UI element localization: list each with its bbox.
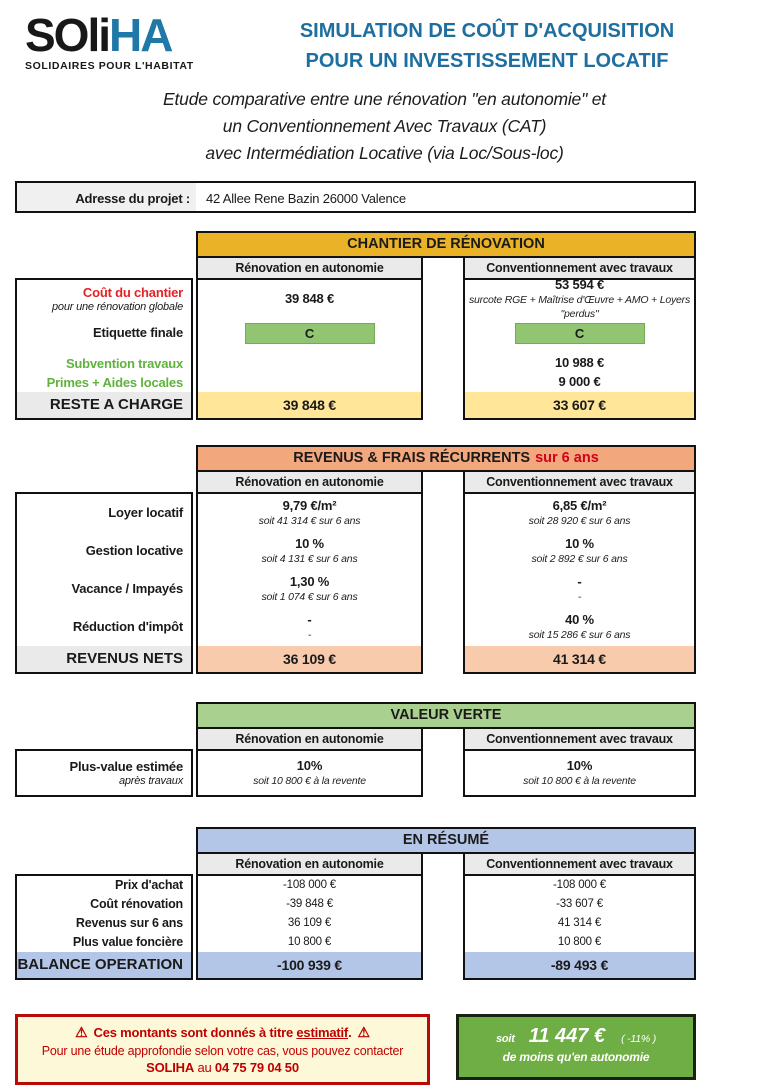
column-header-conventionnement: Conventionnement avec travaux: [463, 727, 696, 751]
column-gap: [423, 852, 463, 876]
cout-renovation-autonomie: -39 848 €: [286, 898, 333, 911]
cout-note-conventionnement: surcote RGE + Maîtrise d'Œuvre + AMO + Loyers "perdus": [468, 294, 691, 320]
savings-percent: ( -11% ): [621, 1033, 657, 1046]
subtitle-line-2: un Conventionnement Avec Travaux (CAT): [222, 116, 547, 137]
etiquette-badge-autonomie: C: [245, 323, 375, 344]
subtitle-line-3: avec Intermédiation Locative (via Loc/Sous-loc): [205, 143, 564, 164]
savings-line-1: [459, 1025, 693, 1048]
vacance-conventionnement: -: [577, 574, 582, 590]
balance-autonomie: -100 939 €: [277, 957, 342, 974]
bottom-row: [15, 1014, 696, 1085]
resume-labels: [15, 874, 193, 980]
cout-chantier-conventionnement: 53 594 €: [554, 277, 604, 293]
section-valeur-verte: [15, 702, 696, 797]
valeur-verte-labels: [15, 749, 193, 797]
label-reduction-impot: Réduction d'impôt: [72, 619, 183, 635]
sublabel-renovation-globale: pour une rénovation globale: [52, 300, 183, 313]
column-header-conventionnement: Conventionnement avec travaux: [463, 852, 696, 876]
disclaimer-phone-number: 04 75 79 04 50: [214, 1060, 299, 1076]
section-revenus: [15, 445, 696, 674]
reste-a-charge-conventionnement: 33 607 €: [553, 397, 606, 414]
title-line-2: POUR UN INVESTISSEMENT LOCATIF: [305, 50, 669, 72]
valeur-verte-col-conventionnement: [463, 749, 696, 797]
savings-line-2: de moins qu'en autonomie: [502, 1050, 650, 1065]
logo-wordmark: [25, 9, 235, 61]
column-gap: [423, 470, 463, 494]
logo-text-black: SOli: [25, 9, 110, 61]
label-primes-aides: Primes + Aides locales: [46, 374, 183, 390]
section-chantier-title: CHANTIER DE RÉNOVATION: [196, 231, 696, 258]
revenus-nets-conventionnement: 41 314 €: [553, 651, 606, 668]
revenus-labels: [15, 492, 193, 674]
disclaimer-text: Ces montants sont donnés à titre: [93, 1025, 297, 1041]
gestion-conventionnement-detail: soit 2 892 € sur 6 ans: [531, 553, 628, 565]
vacance-autonomie: 1,30 %: [289, 574, 330, 590]
address-label: Adresse du projet :: [17, 183, 196, 211]
section-revenus-title: [196, 445, 696, 472]
label-etiquette-finale: Etiquette finale: [93, 325, 183, 341]
loyer-autonomie-detail: soit 41 314 € sur 6 ans: [258, 515, 361, 527]
project-address-bar: [15, 181, 696, 213]
vacance-conventionnement-detail: -: [577, 591, 582, 603]
warning-icon: ⚠: [75, 1024, 88, 1041]
page-subtitle: [0, 86, 769, 167]
disclaimer-line-3: [24, 1060, 421, 1075]
loyer-autonomie: 9,79 €/m²: [282, 498, 337, 514]
disclaimer-box: [15, 1014, 430, 1085]
savings-prefix: soit: [495, 1033, 515, 1046]
section-valeur-verte-title: VALEUR VERTE: [196, 702, 696, 729]
gestion-autonomie-detail: soit 4 131 € sur 6 ans: [261, 553, 358, 565]
revenus-nets-autonomie: 36 109 €: [283, 651, 336, 668]
label-revenus-6-ans: Revenus sur 6 ans: [75, 916, 183, 931]
revenus-col-conventionnement: [463, 492, 696, 674]
logo-tagline: SOLIDAIRES POUR L'HABITAT: [25, 60, 194, 72]
chantier-col-autonomie: [196, 278, 423, 420]
warning-icon: ⚠: [357, 1024, 370, 1041]
address-value: 42 Allee Rene Bazin 26000 Valence: [206, 191, 406, 207]
reduction-conventionnement: 40 %: [565, 612, 594, 628]
cout-chantier-autonomie: 39 848 €: [284, 290, 334, 306]
column-gap: [423, 727, 463, 751]
gestion-conventionnement: 10 %: [565, 536, 594, 552]
label-cout-chantier: Coût du chantier: [82, 284, 183, 300]
revenus-title-suffix: sur 6 ans: [535, 450, 599, 467]
etiquette-badge-conventionnement: C: [515, 323, 645, 344]
vacance-autonomie-detail: soit 1 074 € sur 6 ans: [261, 591, 358, 603]
label-reste-a-charge: RESTE A CHARGE: [49, 396, 183, 413]
column-header-autonomie: Rénovation en autonomie: [196, 256, 423, 280]
balance-conventionnement: -89 493 €: [550, 957, 609, 974]
sublabel-apres-travaux: après travaux: [118, 774, 183, 787]
label-subvention-travaux: Subvention travaux: [65, 355, 183, 371]
chantier-col-conventionnement: [463, 278, 696, 420]
cout-renovation-conventionnement: -33 607 €: [556, 898, 603, 911]
plus-value-fonciere-conventionnement: 10 800 €: [557, 936, 602, 949]
label-gestion-locative: Gestion locative: [85, 543, 183, 559]
label-vacance-impayes: Vacance / Impayés: [71, 581, 183, 597]
revenus-col-autonomie: [196, 492, 423, 674]
plus-value-autonomie: 10%: [296, 758, 323, 774]
savings-summary-box: [456, 1014, 696, 1080]
label-prix-achat: Prix d'achat: [115, 878, 183, 893]
label-plus-value-estimee: Plus-value estimée: [69, 758, 183, 774]
plus-value-autonomie-detail: soit 10 800 € à la revente: [253, 775, 366, 787]
gestion-autonomie: 10 %: [295, 536, 324, 552]
section-chantier: [15, 231, 696, 420]
valeur-verte-col-autonomie: [196, 749, 423, 797]
chantier-labels: [15, 278, 193, 420]
disclaimer-connector: au: [194, 1060, 215, 1076]
column-gap: [423, 256, 463, 280]
soliha-logo: [25, 9, 235, 76]
label-revenus-nets: REVENUS NETS: [66, 650, 183, 667]
plus-value-conventionnement: 10%: [566, 758, 593, 774]
disclaimer-line-2: Pour une étude approfondie selon votre cas, vous pouvez contacter: [41, 1044, 404, 1059]
label-cout-renovation: Coût rénovation: [90, 897, 183, 912]
disclaimer-org-name: SOLIHA: [146, 1060, 195, 1076]
prix-achat-autonomie: -108 000 €: [283, 879, 336, 892]
prix-achat-conventionnement: -108 000 €: [553, 879, 606, 892]
plus-value-fonciere-autonomie: 10 800 €: [287, 936, 332, 949]
plus-value-conventionnement-detail: soit 10 800 € à la revente: [523, 775, 636, 787]
primes-conventionnement: 9 000 €: [558, 374, 601, 390]
loyer-conventionnement-detail: soit 28 920 € sur 6 ans: [528, 515, 631, 527]
label-plus-value-fonciere: Plus value foncière: [72, 935, 183, 950]
subtitle-line-1: Etude comparative entre une rénovation "en autonomie" et: [163, 89, 606, 109]
reduction-autonomie-detail: -: [307, 629, 312, 641]
revenus-title-text: REVENUS & FRAIS RÉCURRENTS: [293, 450, 531, 467]
label-loyer-locatif: Loyer locatif: [108, 505, 183, 521]
column-header-conventionnement: Conventionnement avec travaux: [463, 470, 696, 494]
resume-col-autonomie: [196, 874, 423, 980]
reste-a-charge-autonomie: 39 848 €: [283, 397, 336, 414]
disclaimer-period: .: [348, 1025, 352, 1041]
disclaimer-line-1: [24, 1024, 421, 1041]
logo-text-blue: HA: [109, 9, 172, 61]
column-header-autonomie: Rénovation en autonomie: [196, 852, 423, 876]
section-resume: [15, 827, 696, 980]
section-resume-title: EN RÉSUMÉ: [196, 827, 696, 854]
subvention-conventionnement: 10 988 €: [554, 355, 604, 371]
page-header: [25, 9, 739, 76]
column-header-autonomie: Rénovation en autonomie: [196, 727, 423, 751]
column-header-autonomie: Rénovation en autonomie: [196, 470, 423, 494]
revenus-6-ans-autonomie: 36 109 €: [287, 917, 332, 930]
resume-col-conventionnement: [463, 874, 696, 980]
reduction-conventionnement-detail: soit 15 286 € sur 6 ans: [528, 629, 631, 641]
reduction-autonomie: -: [307, 612, 312, 628]
revenus-6-ans-conventionnement: 41 314 €: [557, 917, 602, 930]
title-line-1: SIMULATION DE COÛT D'ACQUISITION: [299, 20, 675, 42]
savings-amount: 11 447 €: [528, 1025, 606, 1048]
column-header-conventionnement: Conventionnement avec travaux: [463, 256, 696, 280]
page-title: [235, 12, 739, 76]
loyer-conventionnement: 6,85 €/m²: [552, 498, 607, 514]
label-balance-operation: BALANCE OPERATION: [17, 956, 183, 973]
disclaimer-underlined-word: estimatif: [296, 1025, 349, 1041]
